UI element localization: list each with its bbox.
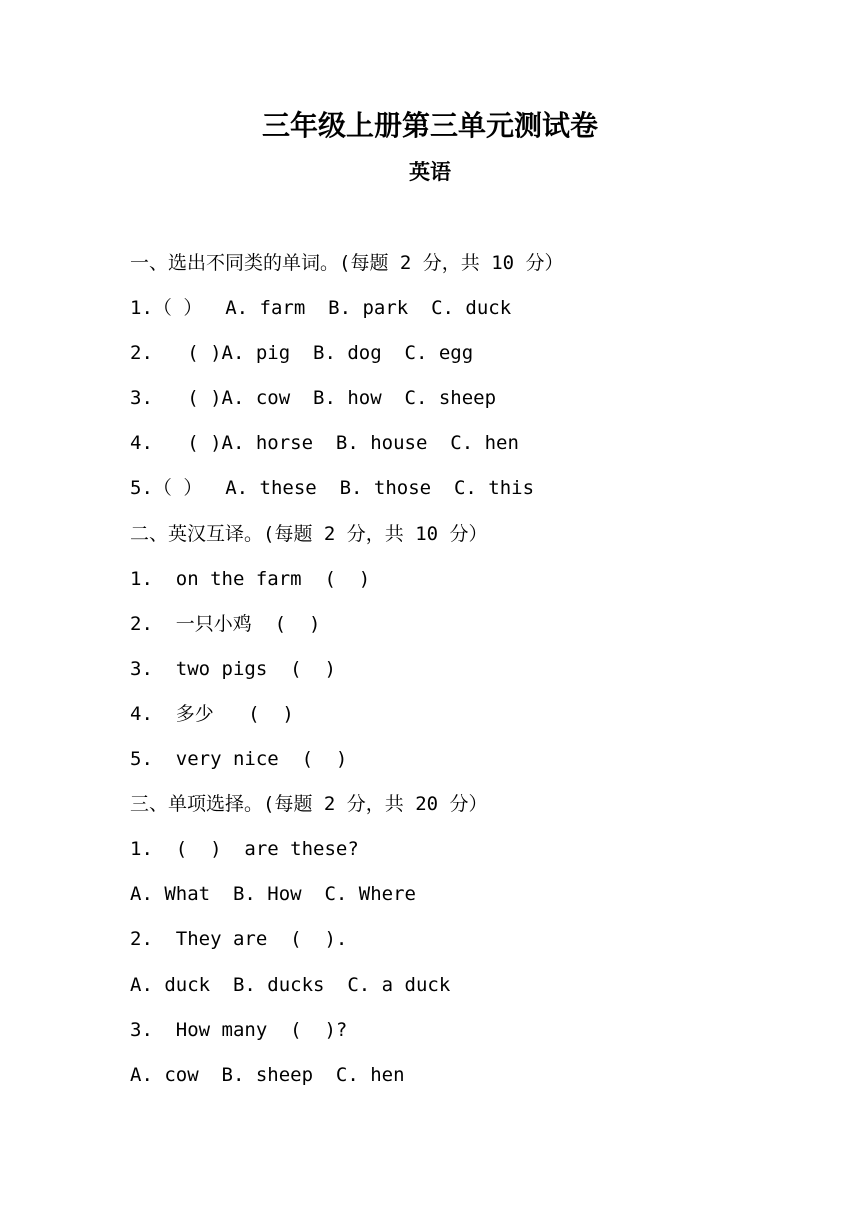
- section-2-heading: 二、英汉互译。(每题 2 分，共 10 分）: [130, 522, 488, 545]
- section-1-heading: 一、选出不同类的单词。(每题 2 分，共 10 分）: [130, 252, 564, 274]
- section-3-question-1-options: A. What B. How C. Where: [130, 883, 416, 906]
- section-3-question-1: 1. ( ) are these?: [130, 838, 359, 861]
- section-1-question-1: 1.（ ） A. farm B. park C. duck: [130, 297, 512, 320]
- section-2-question-5: 5. very nice ( ): [130, 748, 348, 771]
- exam-subject: 英语: [409, 159, 451, 184]
- section-3-question-3-options: A. cow B. sheep C. hen: [130, 1063, 405, 1086]
- section-1-question-2: 2. ( )A. pig B. dog C. egg: [130, 342, 474, 365]
- section-2-question-3: 3. two pigs ( ): [130, 657, 336, 680]
- section-3-question-2-options: A. duck B. ducks C. a duck: [130, 973, 451, 996]
- section-2-question-4: 4. 多少 ( ): [130, 702, 294, 725]
- section-1-question-3: 3. ( )A. cow B. how C. sheep: [130, 387, 497, 410]
- section-2-question-1: 1. on the farm ( ): [130, 567, 371, 590]
- section-1-question-4: 4. ( )A. horse B. house C. hen: [130, 432, 519, 455]
- exam-title: 三年级上册第三单元测试卷: [261, 109, 598, 142]
- section-1-question-5: 5.（ ） A. these B. those C. this: [130, 477, 535, 500]
- exam-body: [130, 245, 830, 1102]
- section-2-question-2: 2. 一只小鸡 ( ): [130, 612, 321, 635]
- section-3-question-3: 3. How many ( )?: [130, 1018, 348, 1041]
- section-3-question-2: 2. They are ( ).: [130, 928, 348, 951]
- section-3-heading: 三、单项选择。(每题 2 分，共 20 分）: [130, 793, 488, 816]
